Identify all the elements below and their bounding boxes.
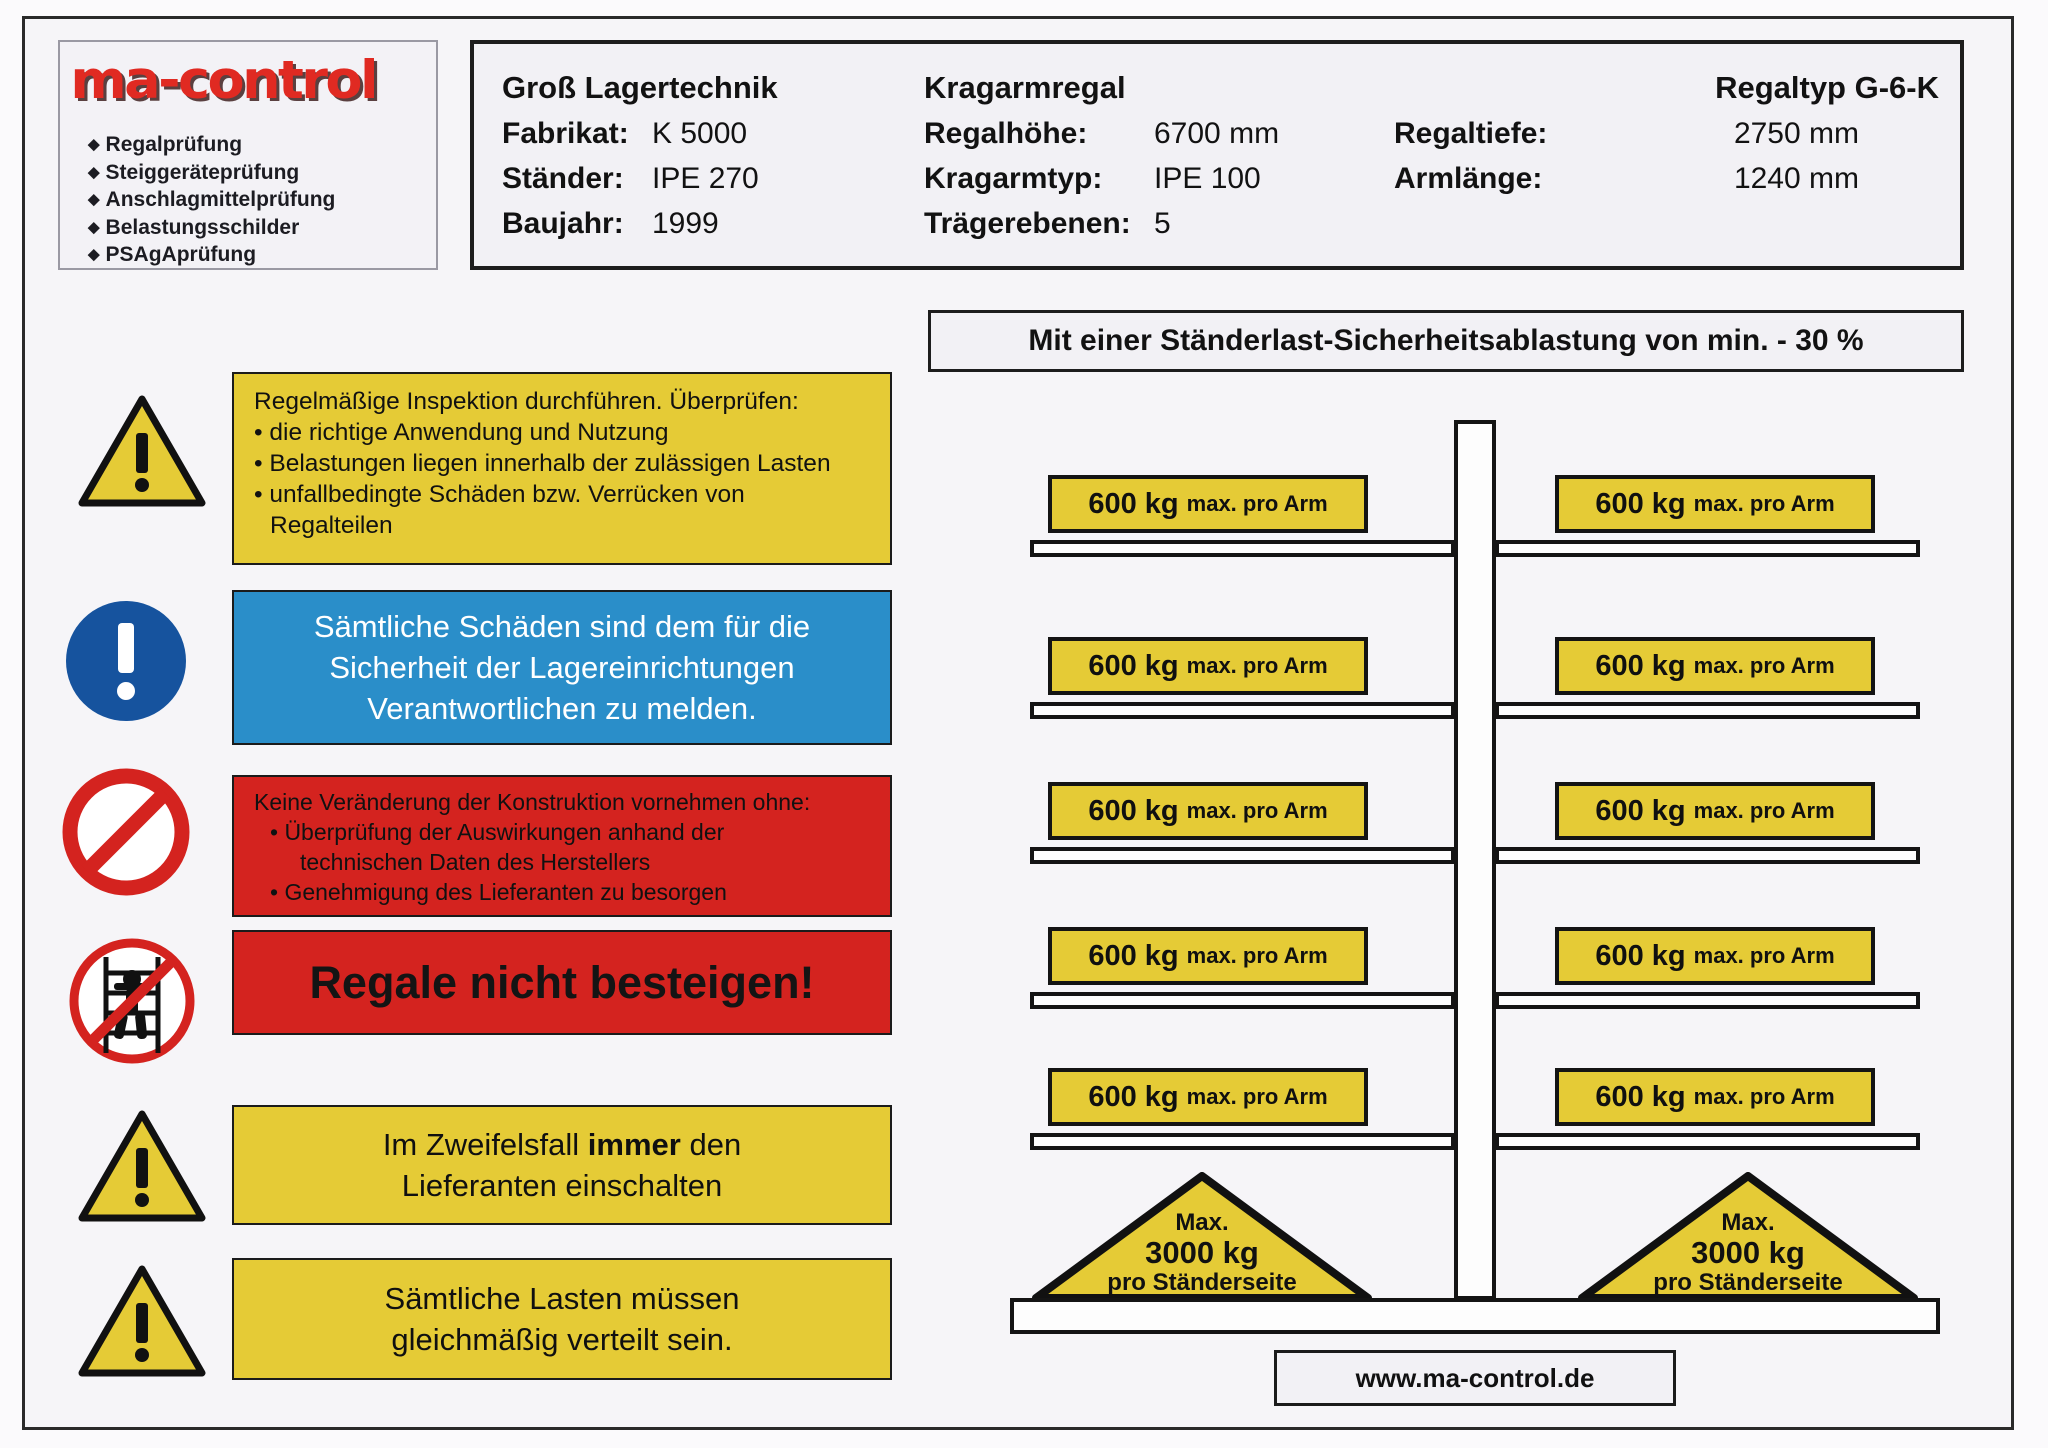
list-item (88, 215, 438, 243)
base-load-text (1032, 1208, 1372, 1298)
rack-arm-left (1030, 847, 1455, 864)
arm-load-kg: 600 kg (1088, 1080, 1179, 1113)
safety-derating-banner (928, 310, 1964, 372)
arm-load-kg: 600 kg (1595, 487, 1686, 520)
service-label: Steiggeräteprüfung (105, 160, 300, 184)
spec-label: Armlänge: (1394, 162, 1543, 195)
rack-diagram (1010, 420, 1940, 1410)
panel-lines (234, 932, 890, 1033)
spec-row (502, 207, 942, 241)
arm-load-label-right (1555, 637, 1875, 695)
arm-load-label-right (1555, 927, 1875, 985)
panel-line: Lieferanten einschalten (401, 1168, 723, 1203)
arm-load-label-left (1048, 782, 1368, 840)
diamond-bullet-icon: ◆ (88, 246, 100, 263)
arm-load-kg: 600 kg (1088, 487, 1179, 520)
spec-value: 6700 mm (1154, 117, 1280, 150)
spec-label: Fabrikat: (502, 117, 629, 150)
panel-line: Verantwortlichen zu melden. (367, 691, 757, 726)
instruction-panel-no-climbing (232, 930, 892, 1035)
website-url-box[interactable] (1274, 1350, 1676, 1406)
spec-row (1394, 117, 1939, 151)
arm-load-kg: 600 kg (1595, 939, 1686, 972)
spec-row (924, 117, 1424, 151)
panel-line: • die richtige Anwendung und Nutzung (254, 419, 669, 446)
panel-headline: Regale nicht besteigen! (309, 956, 815, 1008)
panel-line: • Genehmigung des Lieferanten zu besorgen (270, 879, 727, 905)
regaltyp-title: Regaltyp G-6-K (1715, 70, 1939, 105)
arm-load-suffix: max. pro Arm (1186, 943, 1328, 968)
spec-label: Regalhöhe: (924, 117, 1088, 150)
arm-load-kg: 600 kg (1595, 794, 1686, 827)
arm-load-kg: 600 kg (1088, 794, 1179, 827)
rack-arm-right (1495, 540, 1920, 557)
spec-column-rack (924, 70, 1424, 241)
panel-line: Sicherheit der Lagereinrichtungen (329, 650, 795, 685)
panel-line: • Überprüfung der Auswirkungen anhand der (270, 819, 725, 845)
spec-value: IPE 270 (652, 162, 759, 195)
arm-load-suffix: max. pro Arm (1186, 798, 1328, 823)
panel-line: Regelmäßige Inspektion durchführen. Überprüfen: (254, 388, 799, 415)
spec-label: Baujahr: (502, 207, 624, 240)
diamond-bullet-icon: ◆ (88, 163, 100, 181)
arm-load-suffix: max. pro Arm (1693, 653, 1835, 678)
panel-line: Im Zweifelsfall immer den (382, 1127, 742, 1162)
spec-row (924, 162, 1424, 196)
brand-logo: ma-control (70, 50, 377, 111)
emphasis-word: immer (587, 1127, 681, 1162)
arm-load-label-right (1555, 1068, 1875, 1126)
base-load-triangle-left (1032, 1172, 1372, 1302)
spec-column-dimensions (1394, 70, 1939, 196)
instruction-panel-no-modification (232, 775, 892, 917)
diamond-bullet-icon: ◆ (88, 191, 100, 208)
instruction-panel-even-load (232, 1258, 892, 1380)
arm-load-suffix: max. pro Arm (1693, 491, 1835, 516)
arm-load-suffix: max. pro Arm (1693, 943, 1835, 968)
panel-lines (254, 787, 876, 907)
arm-load-kg: 600 kg (1595, 1080, 1686, 1113)
instruction-panel-report-damage (232, 590, 892, 745)
spec-row (502, 162, 942, 196)
website-url[interactable]: www.ma-control.de (1355, 1362, 1595, 1393)
instruction-panel-inspection (232, 372, 892, 565)
arm-load-suffix: max. pro Arm (1693, 1084, 1835, 1109)
spec-column-manufacturer (502, 70, 942, 241)
mandatory-exclamation-icon (62, 597, 190, 725)
service-label: Anschlagmittelprüfung (105, 188, 336, 211)
arm-load-kg: 600 kg (1088, 649, 1179, 682)
service-label: PSAgAprüfung (105, 243, 257, 266)
rack-type-title: Kragarmregal (924, 70, 1126, 105)
arm-load-label-left (1048, 637, 1368, 695)
spec-row (924, 207, 1424, 241)
spec-value: 1240 mm (1733, 162, 1859, 195)
warning-triangle-icon (78, 395, 206, 507)
arm-load-suffix: max. pro Arm (1186, 491, 1328, 516)
manufacturer-title: Groß Lagertechnik (502, 70, 778, 105)
instruction-panel-consult-supplier (232, 1105, 892, 1225)
list-item (88, 242, 438, 270)
spec-value: K 5000 (652, 117, 748, 150)
panel-lines (254, 386, 876, 541)
spec-value: 1999 (652, 207, 719, 240)
diamond-bullet-icon: ◆ (88, 136, 100, 153)
rack-arm-left (1030, 992, 1455, 1009)
arm-load-suffix: max. pro Arm (1186, 653, 1328, 678)
spec-row (1394, 162, 1939, 196)
panel-line: Sämtliche Lasten müssen (384, 1281, 740, 1316)
arm-load-label-left (1048, 475, 1368, 533)
panel-line: Sämtliche Schäden sind dem für die (313, 609, 811, 644)
base-load-line: pro Ständerseite (1107, 1269, 1297, 1296)
arm-load-suffix: max. pro Arm (1186, 1084, 1328, 1109)
spec-label: Regaltiefe: (1394, 117, 1548, 150)
panel-lines (234, 1260, 890, 1378)
base-load-line: Max. (1175, 1209, 1229, 1236)
spec-label: Trägerebenen: (924, 207, 1131, 240)
banner-text: Mit einer Ständerlast-Sicherheitsablastung von min. - 30 % (1028, 324, 1864, 357)
prohibition-icon (62, 768, 190, 896)
base-load-text (1578, 1208, 1918, 1298)
spec-value: IPE 100 (1154, 162, 1261, 195)
panel-line: • unfallbedingte Schäden bzw. Verrücken von (254, 481, 745, 508)
base-load-triangle-right (1578, 1172, 1918, 1302)
base-load-line: 3000 kg (1691, 1235, 1805, 1270)
list-item (88, 132, 438, 160)
panel-line: gleichmäßig verteilt sein. (391, 1322, 733, 1357)
base-load-line: pro Ständerseite (1653, 1269, 1843, 1296)
service-label: Regalprüfung (105, 133, 243, 156)
warning-triangle-icon (78, 1110, 206, 1222)
rack-arm-right (1495, 702, 1920, 719)
panel-lines (234, 592, 890, 743)
spec-row (502, 117, 942, 151)
base-load-line: 3000 kg (1145, 1235, 1259, 1270)
warning-triangle-icon (78, 1265, 206, 1377)
rack-arm-right (1495, 992, 1920, 1009)
arm-load-label-left (1048, 927, 1368, 985)
arm-load-kg: 600 kg (1595, 649, 1686, 682)
panel-line: • Belastungen liegen innerhalb der zulässigen Lasten (254, 450, 831, 477)
arm-load-label-left (1048, 1068, 1368, 1126)
diamond-bullet-icon: ◆ (88, 218, 100, 236)
spec-label: Kragarmtyp: (924, 162, 1103, 195)
service-label: Belastungsschilder (105, 215, 300, 239)
spec-value: 5 (1154, 207, 1171, 240)
base-load-line: Max. (1721, 1209, 1775, 1236)
panel-line: technischen Daten des Herstellers (300, 849, 651, 875)
panel-line: Regalteilen (270, 512, 393, 539)
arm-load-label-right (1555, 782, 1875, 840)
rack-arm-left (1030, 702, 1455, 719)
logo-box (58, 40, 438, 270)
spec-value: 2750 mm (1733, 117, 1859, 150)
panel-lines (234, 1107, 890, 1223)
rack-arm-left (1030, 1133, 1455, 1150)
rack-arm-left (1030, 540, 1455, 557)
spec-label: Ständer: (502, 162, 624, 195)
no-climbing-icon (62, 935, 202, 1067)
arm-load-kg: 600 kg (1088, 939, 1179, 972)
rack-arm-right (1495, 1133, 1920, 1150)
arm-load-label-right (1555, 475, 1875, 533)
list-item (88, 160, 438, 188)
rack-mast (1454, 420, 1496, 1300)
rack-arm-right (1495, 847, 1920, 864)
arm-load-suffix: max. pro Arm (1693, 798, 1835, 823)
service-list (88, 132, 438, 270)
rack-spec-box (470, 40, 1964, 270)
rack-base-beam (1010, 1298, 1940, 1334)
list-item (88, 187, 438, 215)
panel-line: Keine Veränderung der Konstruktion vornehmen ohne: (254, 789, 811, 815)
